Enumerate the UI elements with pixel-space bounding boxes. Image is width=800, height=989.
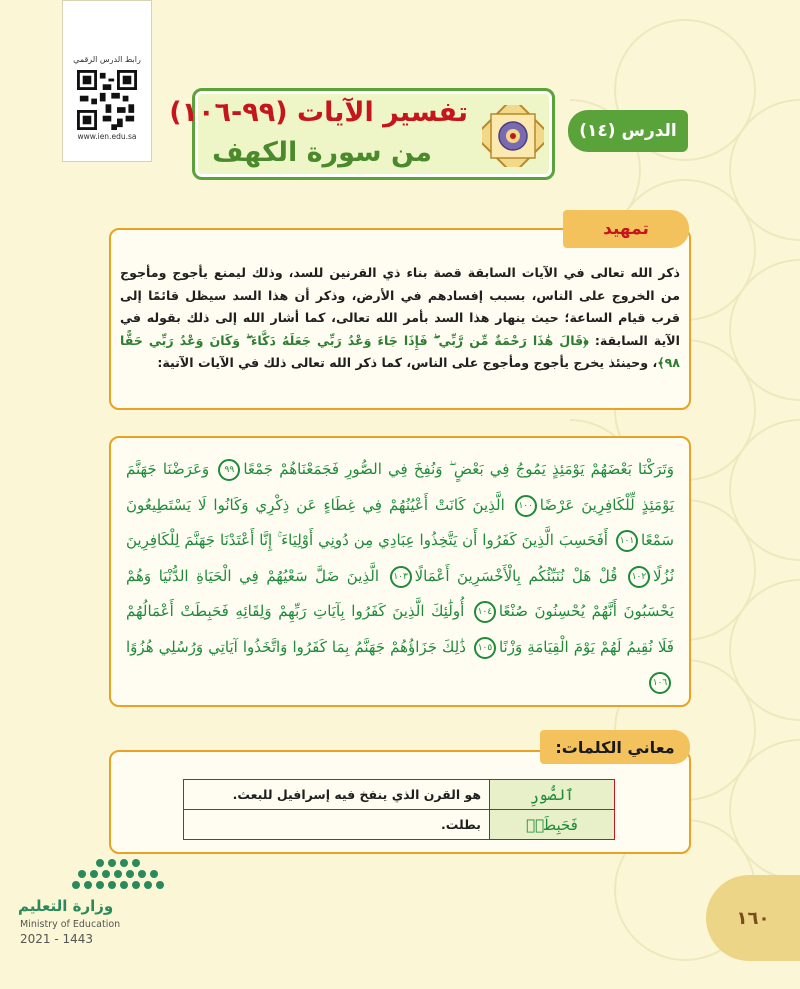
verse-number: ١٠٦ xyxy=(649,672,671,694)
vocab-meaning: هو القرن الذي ينفخ فيه إسرافيل للبعث. xyxy=(184,780,490,810)
verse-text: الَّذِينَ كَانَتْ أَعْيُنُهُمْ فِي غِطَاءٍ عَن ذِكْرِي وَكَانُوا لَا يَسْتَطِيعُونَ سَمْعًا xyxy=(126,495,674,549)
lesson-number-badge: الدرس (١٤) xyxy=(568,110,688,152)
qr-code-icon[interactable] xyxy=(77,70,137,130)
verse-number: ١٠٠ xyxy=(515,495,537,517)
intro-text-after: ، وحينئذ يخرج يأجوج ومأجوج على الناس، كما ذكر الله تعالى ذلك في الآيات الآتية: xyxy=(157,355,658,370)
verse-text: ذَٰلِكَ جَزَاؤُهُمْ جَهَنَّمُ بِمَا كَفَرُوا وَاتَّخَذُوا آيَاتِي وَرُسُلِي هُزُوًا xyxy=(126,637,466,656)
vocab-meaning: بطلت. xyxy=(184,810,490,840)
verse-text: قُلْ هَلْ نُنَبِّئُكُم بِالْأَخْسَرِينَ أَعْمَالًا xyxy=(414,566,618,585)
intro-quote: ﴿قَالَ هَٰذَا رَحْمَةٌ مِّن رَّبِّي ۖ فَإِذَا جَاءَ وَعْدُ رَبِّي جَعَلَهُ دَكَّاءَ ۖ وَكَانَ وَعْدُ رَبِّي حَقًّا ٩٨﴾ xyxy=(120,332,680,370)
verse-text: الَّذِينَ ضَلَّ سَعْيُهُمْ فِي الْحَيَاةِ الدُّنْيَا وَهُمْ يَحْسَبُونَ أَنَّهُمْ يُحْسِنُونَ صُنْعًا xyxy=(126,566,674,620)
intro-text-before: ذكر الله تعالى في الآيات السابقة قصة بناء ذي القرنين للسد، وذلك ليمنع يأجوج ومأجوج من الخروج على الناس، بسبب إفسادهم في الأرض، وذكر أن هذا السد سيظل قائمًا إلى قرب قيام الساعة؛ حيث ينهار هذا السد بأمر الله تعالى، كما أشار الله إلى ذلك بقوله في الآية السابقة: xyxy=(120,265,680,348)
intro-paragraph xyxy=(120,262,680,375)
ministry-name-en: Ministry of Education xyxy=(20,919,121,930)
ornament-icon xyxy=(482,105,544,167)
table-row xyxy=(184,810,615,840)
ministry-name-ar: وزارة التعليم xyxy=(18,897,114,915)
vocab-word: ٱلصُّورِ xyxy=(490,780,615,810)
ministry-logo xyxy=(18,855,168,950)
verse-text: أَفَحَسِبَ الَّذِينَ كَفَرُوا أَن يَتَّخِذُوا عِبَادِي مِن دُونِي أَوْلِيَاءَ ۚ إِنَّا أَعْتَدْنَا جَهَنَّمَ لِلْكَافِرِينَ نُزُلًا xyxy=(126,531,674,585)
verse-text: وَتَرَكْنَا بَعْضَهُمْ يَوْمَئِذٍ يَمُوجُ فِي بَعْضٍ ۖ وَنُفِخَ فِي الصُّورِ فَجَمَعْنَاهُمْ جَمْعًا xyxy=(243,460,674,478)
verse-number: ١٠٢ xyxy=(628,566,650,588)
edition-year: 2021 - 1443 xyxy=(20,932,94,946)
ministry-dots-icon xyxy=(66,855,166,895)
vocab-word: فَحَبِطَتۡ xyxy=(490,810,615,840)
verse-number: ١٠١ xyxy=(616,530,638,552)
page-number: ١٦٠ xyxy=(706,875,800,961)
qr-caption: رابط الدرس الرقمي xyxy=(73,55,141,64)
verse-number: ١٠٥ xyxy=(474,637,496,659)
verse-number: ١٠٣ xyxy=(390,566,412,588)
qr-url[interactable]: www.ien.edu.sa xyxy=(77,132,137,141)
verse-text: وَعَرَضْنَا جَهَنَّمَ يَوْمَئِذٍ لِّلْكَافِرِينَ عَرْضًا xyxy=(126,460,674,514)
vocab-heading: معاني الكلمات: xyxy=(540,730,690,764)
verses-text xyxy=(126,452,674,701)
intro-heading: تمهيد xyxy=(563,210,689,248)
page-title: تفسير الآيات (٩٩-١٠٦) xyxy=(169,97,468,128)
verse-number: ١٠٤ xyxy=(474,601,496,623)
verse-number: ٩٩ xyxy=(218,459,240,481)
lesson-title-panel xyxy=(169,88,555,180)
table-row xyxy=(184,780,615,810)
page-subtitle: من سورة الكهف xyxy=(212,137,432,168)
vocab-table xyxy=(183,779,615,840)
qr-panel[interactable] xyxy=(62,0,152,162)
verse-text: أُولَٰئِكَ الَّذِينَ كَفَرُوا بِآيَاتِ رَبِّهِمْ وَلِقَائِهِ فَحَبِطَتْ أَعْمَالُهُمْ فَلَا نُقِيمُ لَهُمْ يَوْمَ الْقِيَامَةِ وَزْنًا xyxy=(126,602,674,656)
